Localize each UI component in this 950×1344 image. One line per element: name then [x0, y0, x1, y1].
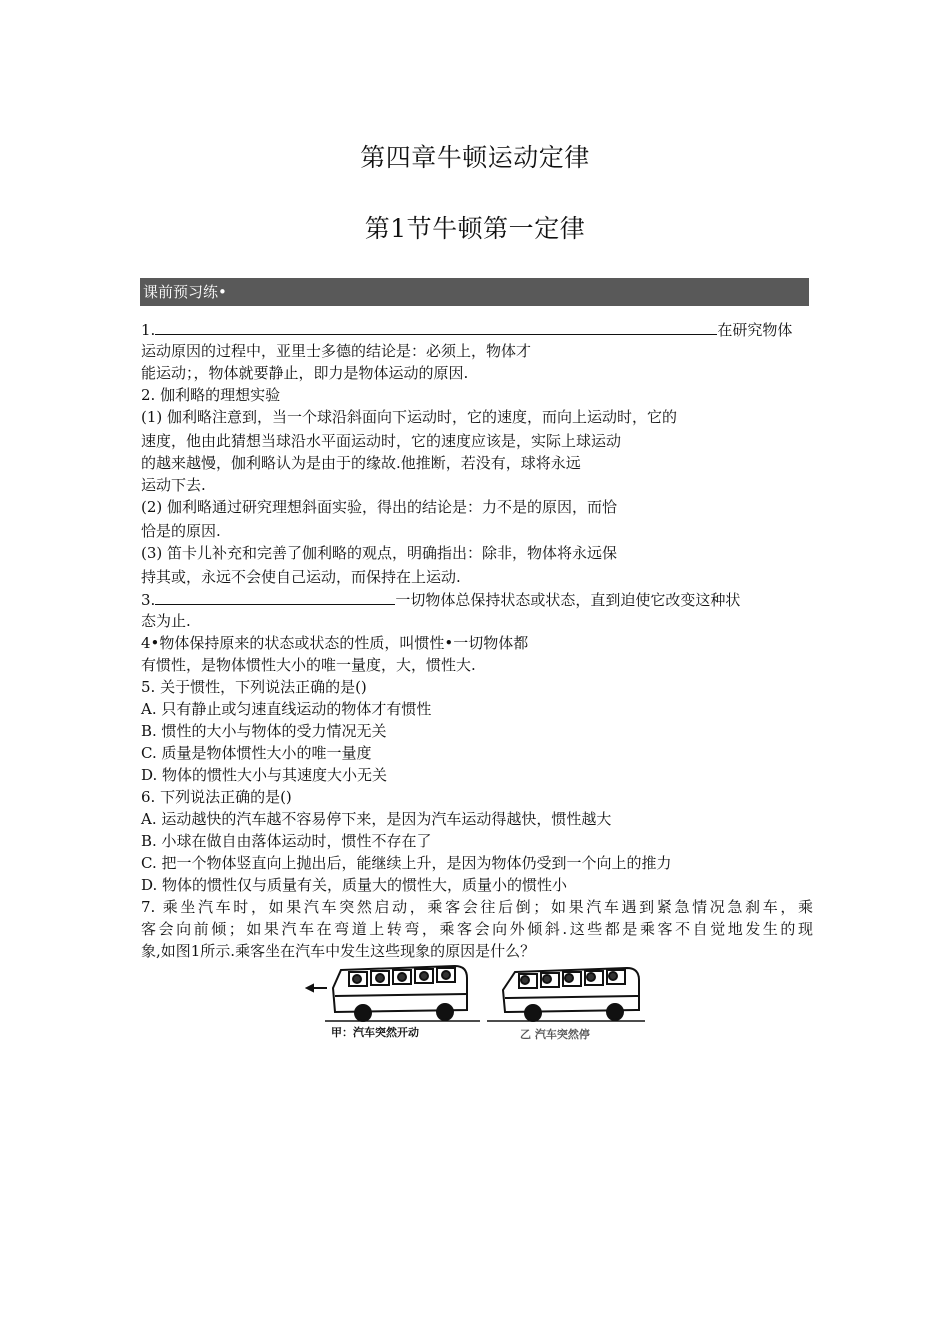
text-line: 4•物体保持原来的状态或状态的性质，叫惯性•一切物体都	[141, 634, 529, 652]
text-line: 态为止.	[141, 612, 191, 630]
text-line: 客会向前倾；如果汽车在弯道上转弯，乘客会向外倾斜.这些都是乘客不自觉地发生的现	[141, 920, 813, 938]
figure-caption-right: 乙 汽车突然停	[520, 1028, 590, 1041]
text-line: 7. 乘坐汽车时，如果汽车突然启动，乘客会往后倒；如果汽车遇到紧急情况急刹车，乘	[141, 898, 813, 916]
chapter-title: 第四章牛顿运动定律	[360, 143, 590, 172]
option-line: A. 只有静止或匀速直线运动的物体才有惯性	[141, 700, 432, 718]
text-line: (2) 伽利略通过研究理想斜面实验，得出的结论是：力不是的原因，而恰	[141, 498, 618, 516]
option-line: C. 把一个物体竖直向上抛出后，能继续上升，是因为物体仍受到一个向上的推力	[141, 854, 672, 872]
bus-right-icon	[487, 968, 645, 1021]
text-line: (1) 伽利略注意到，当一个球沿斜面向下运动时，它的速度，而向上运动时，它的	[141, 408, 678, 426]
text-line: 有惯性，是物体惯性大小的唯一量度，大，惯性大.	[141, 656, 476, 674]
text-line: 的越来越慢，伽利略认为是由于的缘故.他推断，若没有，球将永远	[141, 454, 581, 472]
q3-number: 3.	[141, 591, 156, 609]
figure-caption-left: 甲：汽车突然开动	[331, 1026, 419, 1039]
option-line: B. 小球在做自由落体运动时，惯性不存在了	[141, 832, 432, 850]
q3-text: 一切物体总保持状态或状态，直到迫使它改变这种状	[395, 591, 741, 609]
bus-illustration	[305, 958, 645, 1042]
text-line: 能运动；，物体就要静止，即力是物体运动的原因.	[141, 364, 469, 382]
q1-line	[141, 318, 813, 340]
text-line: 持其或，永远不会使自己运动，而保持在上运动.	[141, 568, 461, 586]
text-line: 恰是的原因.	[141, 522, 221, 540]
text-line: (3) 笛卡儿补充和完善了伽利略的观点，明确指出：除非，物体将永远保	[141, 544, 618, 562]
text-line: 速度，他由此猜想当球沿水平面运动时，它的速度应该是，实际上球运动	[141, 432, 622, 450]
bus-figure	[305, 958, 645, 1042]
option-line: D. 物体的惯性大小与其速度大小无关	[141, 766, 388, 784]
q1-text: 在研究物体	[717, 321, 793, 339]
option-line: B. 惯性的大小与物体的受力情况无关	[141, 722, 387, 740]
bus-left-icon	[307, 966, 480, 1021]
option-line: D. 物体的惯性仅与质量有关，质量大的惯性大，质量小的惯性小	[141, 876, 568, 894]
fill-blank	[155, 318, 717, 335]
q1-number: 1.	[141, 321, 156, 339]
text-line: 2. 伽利略的理想实验	[141, 386, 281, 404]
fill-blank	[155, 588, 395, 605]
text-line: 运动下去.	[141, 476, 206, 494]
text-line: 象,如图1所示.乘客坐在汽车中发生这些现象的原因是什么？	[141, 942, 536, 960]
exercise-content	[141, 318, 813, 962]
q3-line	[141, 588, 813, 610]
option-line: A. 运动越快的汽车越不容易停下来，是因为汽车运动得越快，惯性越大	[141, 810, 612, 828]
option-line: C. 质量是物体惯性大小的唯一量度	[141, 744, 372, 762]
text-line: 5. 关于惯性，下列说法正确的是()	[141, 678, 367, 696]
section-bar: 课前预习练•	[140, 278, 809, 306]
text-line: 运动原因的过程中，亚里士多德的结论是：必须上，物体才	[141, 342, 532, 360]
text-line: 6. 下列说法正确的是()	[141, 788, 292, 806]
section-title: 第1节牛顿第一定律	[364, 214, 586, 243]
